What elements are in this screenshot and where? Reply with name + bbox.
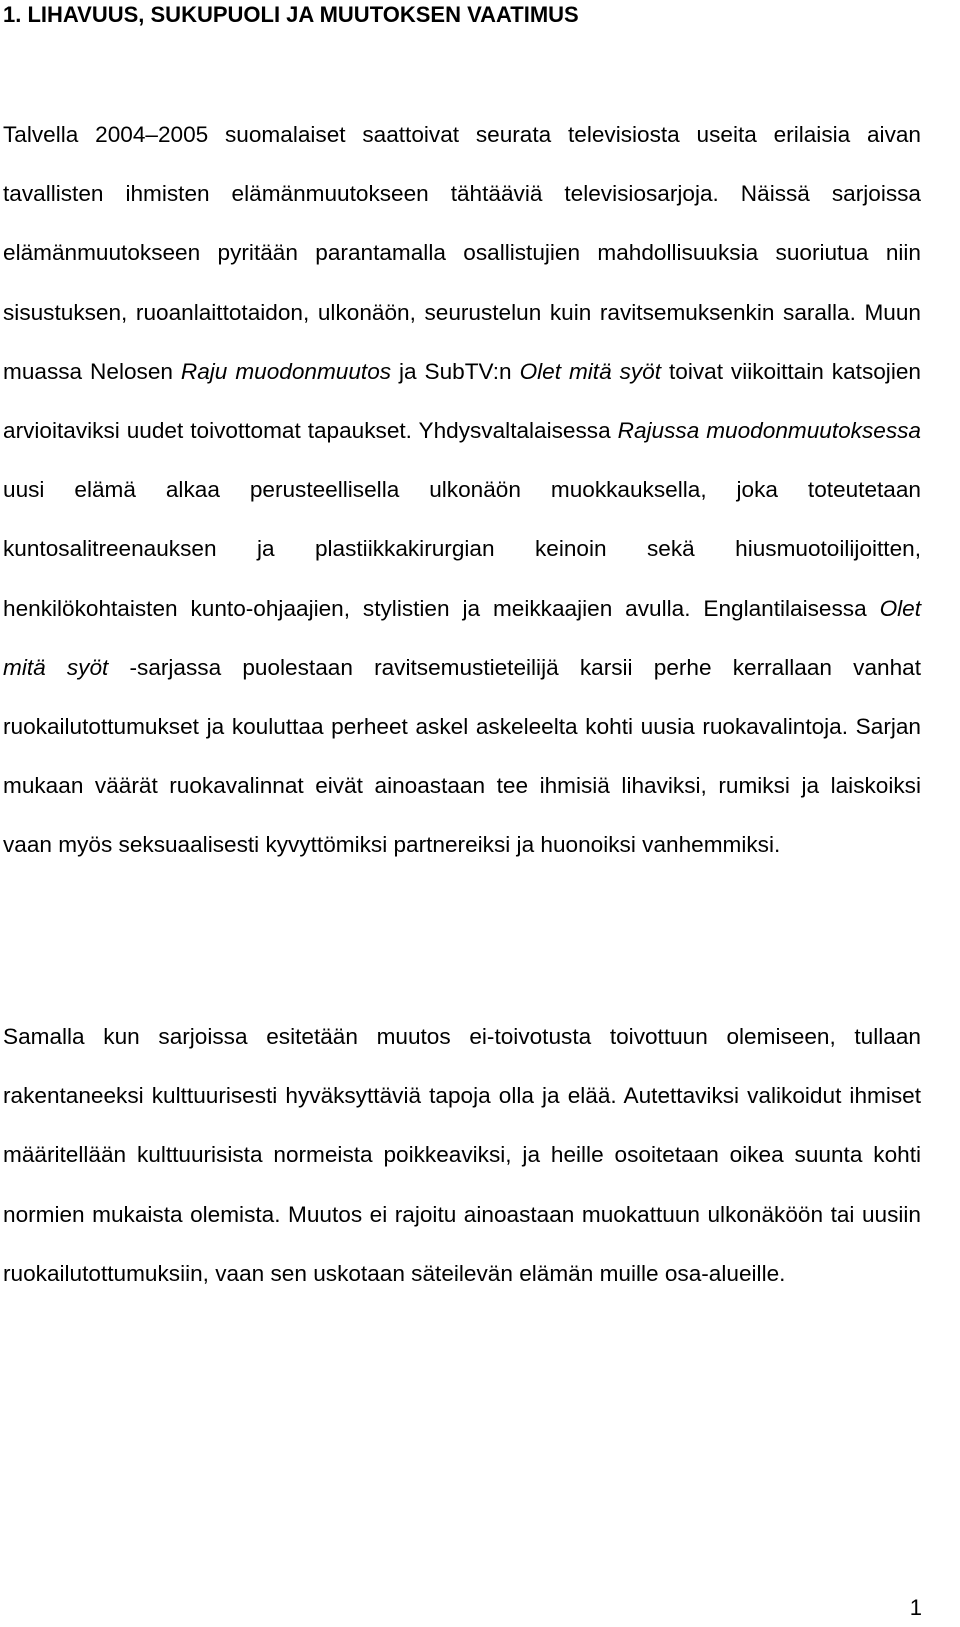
series-title: Raju muodonmuutos xyxy=(180,358,392,384)
paragraph-text: uusi elämä alkaa perusteellisella ulkonäön muokkauksella, joka toteutetaan kuntosalitreenauksen ja plastiikkakirurgian keinoin sekä hiusmuotoilijoitten, henkilökohtaisten kunto-ohjaajien, stylistien ja meikkaajien avulla. Englantilaisessa xyxy=(3,477,921,621)
paragraph-change: Samalla kun sarjoissa esitetään muutos ei-toivotusta toivottuun olemiseen, tullaan rakentaneeksi kulttuurisesti hyväksyttäviä tapoja olla ja elää. Autettaviksi valikoidut ihmiset määritellään kulttuurisista normeista poikkeaviksi, ja heille osoitetaan oikea suunta kohti normien mukaista olemista. Muutos ei rajoitu ainoastaan muokattuun ulkonäköön tai uusiin ruokailutottumuksiin, vaan sen uskotaan säteilevän elämän muille osa-alueille. xyxy=(3,1024,921,1286)
series-title: Olet mitä syöt xyxy=(519,358,662,384)
paragraph-text: toivat viikoittain katsojien arvioitaviksi uudet toivottomat tapaukset. Yhdysvaltalaisessa xyxy=(3,358,921,444)
paragraph-text: ja SubTV:n xyxy=(391,358,520,384)
paragraph-text: -sarjassa puolestaan ravitsemustieteilijä karsii perhe kerrallaan vanhat ruokailutottumukset ja kouluttaa perheet askel askeleelta kohti uusia ruokavalintoja. Sarjan mukaan väärät ruokavalinnat eivät ainoastaan tee ihmisiä lihaviksi, rumiksi ja laiskoiksi vaan myös seksuaalisesti kyvyttömiksi partnereiksi ja huonoiksi vanhemmiksi. xyxy=(3,654,921,858)
paragraph-text: Talvella 2004–2005 suomalaiset saattoivat seurata televisiosta useita erilaisia aivan tavallisten ihmisten elämänmuutokseen tähtääviä televisiosarjoja. Näissä sarjoissa elämänmuutokseen pyritään parantamalla osallistujien mahdollisuuksia suoriutua niin sisustuksen, ruoanlaittotaidon, ulkonäön, seurustelun kuin ravitsemuksenkin saralla. Muun muassa Nelosen xyxy=(3,122,921,384)
chapter-heading: 1. LIHAVUUS, SUKUPUOLI JA MUUTOKSEN VAATIMUS xyxy=(3,2,579,27)
page-number: 1 xyxy=(909,1595,922,1620)
series-title: Rajussa muodonmuutoksessa xyxy=(617,418,921,444)
series-title: Olet mitä syöt xyxy=(3,595,921,680)
paragraph-tv-series xyxy=(3,105,921,875)
